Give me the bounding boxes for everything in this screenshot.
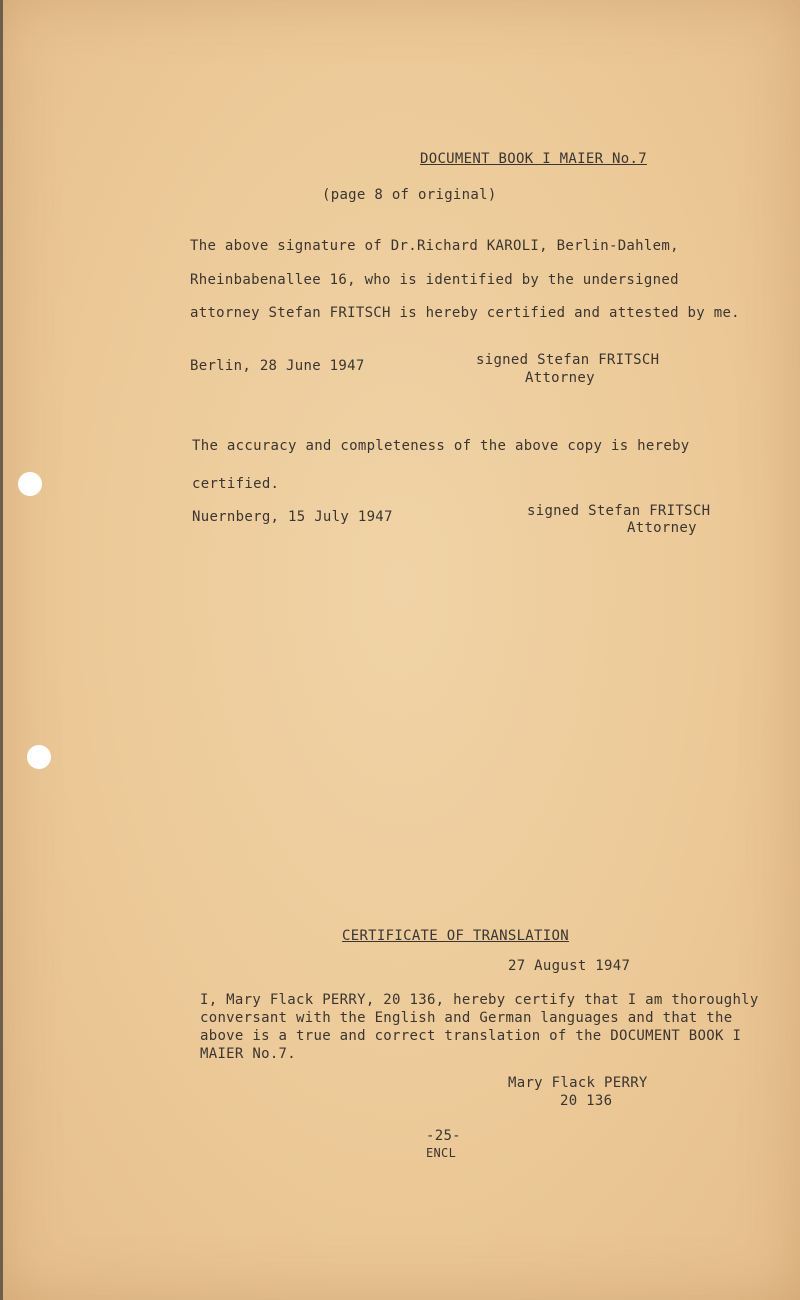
translation-date: 27 August 1947 [508, 958, 631, 974]
translation-line-1: I, Mary Flack PERRY, 20 136, hereby certify that I am thoroughly [200, 992, 759, 1008]
translation-line-3: above is a true and correct translation of the DOCUMENT BOOK I [200, 1028, 742, 1044]
scan-edge [0, 0, 3, 1300]
translation-line-4: MAIER No.7. [200, 1046, 297, 1062]
punch-hole-bottom [27, 745, 51, 769]
certification-line-2: Rheinbabenallee 16, who is identified by the undersigned [190, 272, 679, 288]
certification-signed: signed Stefan FRITSCH [476, 352, 660, 368]
page-number: -25- [426, 1128, 461, 1144]
certification-place-date: Berlin, 28 June 1947 [190, 358, 365, 374]
certification-line-1: The above signature of Dr.Richard KAROLI, Berlin-Dahlem, [190, 238, 679, 254]
accuracy-line-1: The accuracy and completeness of the above copy is hereby [192, 438, 690, 454]
translator-id: 20 136 [560, 1093, 613, 1109]
punch-hole-top [18, 472, 42, 496]
certification-line-3: attorney Stefan FRITSCH is hereby certified and attested by me. [190, 305, 740, 321]
certification-role: Attorney [525, 370, 595, 386]
document-title: DOCUMENT BOOK I MAIER No.7 [420, 151, 647, 167]
page-note: (page 8 of original) [322, 187, 497, 203]
accuracy-role: Attorney [627, 520, 697, 536]
translation-line-2: conversant with the English and German languages and that the [200, 1010, 733, 1026]
accuracy-line-2: certified. [192, 476, 280, 492]
accuracy-signed: signed Stefan FRITSCH [527, 503, 711, 519]
translation-heading: CERTIFICATE OF TRANSLATION [342, 928, 569, 944]
translator-name: Mary Flack PERRY [508, 1075, 648, 1091]
footer-mark: ENCL [426, 1146, 457, 1160]
accuracy-place-date: Nuernberg, 15 July 1947 [192, 509, 393, 525]
